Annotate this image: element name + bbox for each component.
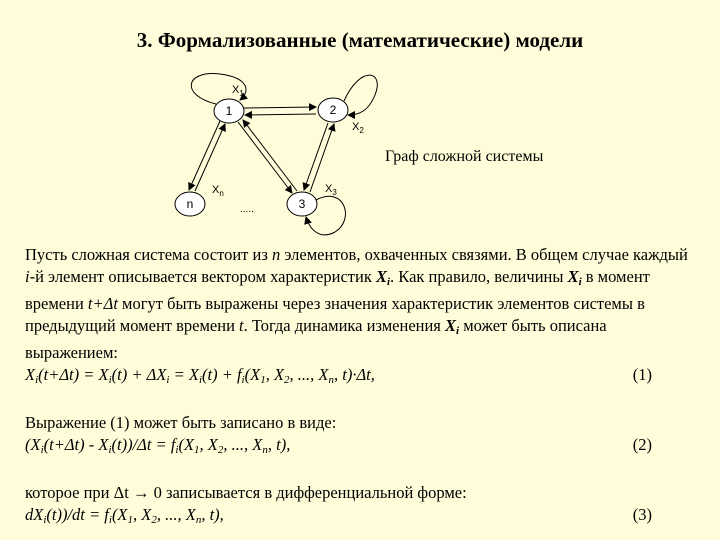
- graph-caption: Граф сложной системы: [385, 148, 544, 165]
- equation-2-intro: Выражение (1) может быть записано в виде:: [25, 413, 337, 432]
- edge-2-3-a: [304, 123, 328, 190]
- equation-2-number: (2): [632, 434, 652, 454]
- edge-3-2-b: [310, 124, 334, 192]
- edge-1-2-a: [244, 107, 316, 108]
- system-graph-diagram: [0, 60, 720, 250]
- edge-2-1-b: [245, 114, 316, 115]
- label-xn: $X_n$: [212, 184, 224, 198]
- edge-3-1-b: [243, 120, 297, 191]
- slide-title: 3. Формализованные (математические) модели: [136, 28, 584, 52]
- graph-dots: .....: [240, 204, 254, 215]
- node-3-label: 3: [298, 197, 306, 211]
- equation-2: $(X_i(t+\Delta t) - X_i(t))/\Delta t = f_i(X_1$, $X_2$, ..., $X_n$, t),: [25, 434, 291, 456]
- node-1-label: 1: [225, 104, 233, 118]
- edge-1-3-a: [238, 122, 292, 193]
- node-2-label: 2: [329, 103, 337, 117]
- equation-2-row: [25, 434, 695, 462]
- edge-1-n-a: [189, 121, 220, 190]
- equation-1-row: [25, 364, 695, 392]
- label-x2: $X_2$: [352, 121, 364, 135]
- equation-3-number: (3): [632, 504, 652, 524]
- node-n-label: n: [186, 197, 194, 211]
- equation-1-number: (1): [632, 364, 652, 384]
- equation-3-row: [25, 504, 695, 532]
- intro-paragraph: Пусть сложная система состоит из n элементов, охваченных связями. В общем случае каждый i-й элемент описывается вектором характеристик $X_i$. Как правило, величины $X_i$ в момент времени t+Δt могут быть выражены через значения характеристик элементов системы в предыдущий момент времени t. Тогда динамика изменения $X_i$ может быть описана выражением:: [25, 245, 688, 362]
- equation-1: $X_i(t+\Delta t) = X_i(t) + \Delta X_i = X_i(t) + f_i(X_1$, $X_2$, ..., $X_n$, t)·Δt,: [25, 364, 375, 386]
- label-x3: $X_3$: [325, 183, 337, 197]
- equation-3-intro: которое при Δt → 0 записывается в дифференциальной форме:: [25, 483, 467, 502]
- label-x1: $X_1$: [232, 84, 244, 98]
- equation-3: $dX_i(t))/dt = f_i(X_1$, $X_2$, ..., $X_n$, t),: [25, 504, 224, 526]
- loop-node-2: [344, 75, 377, 115]
- body-text: [25, 244, 695, 531]
- edge-n-1-b: [195, 124, 225, 191]
